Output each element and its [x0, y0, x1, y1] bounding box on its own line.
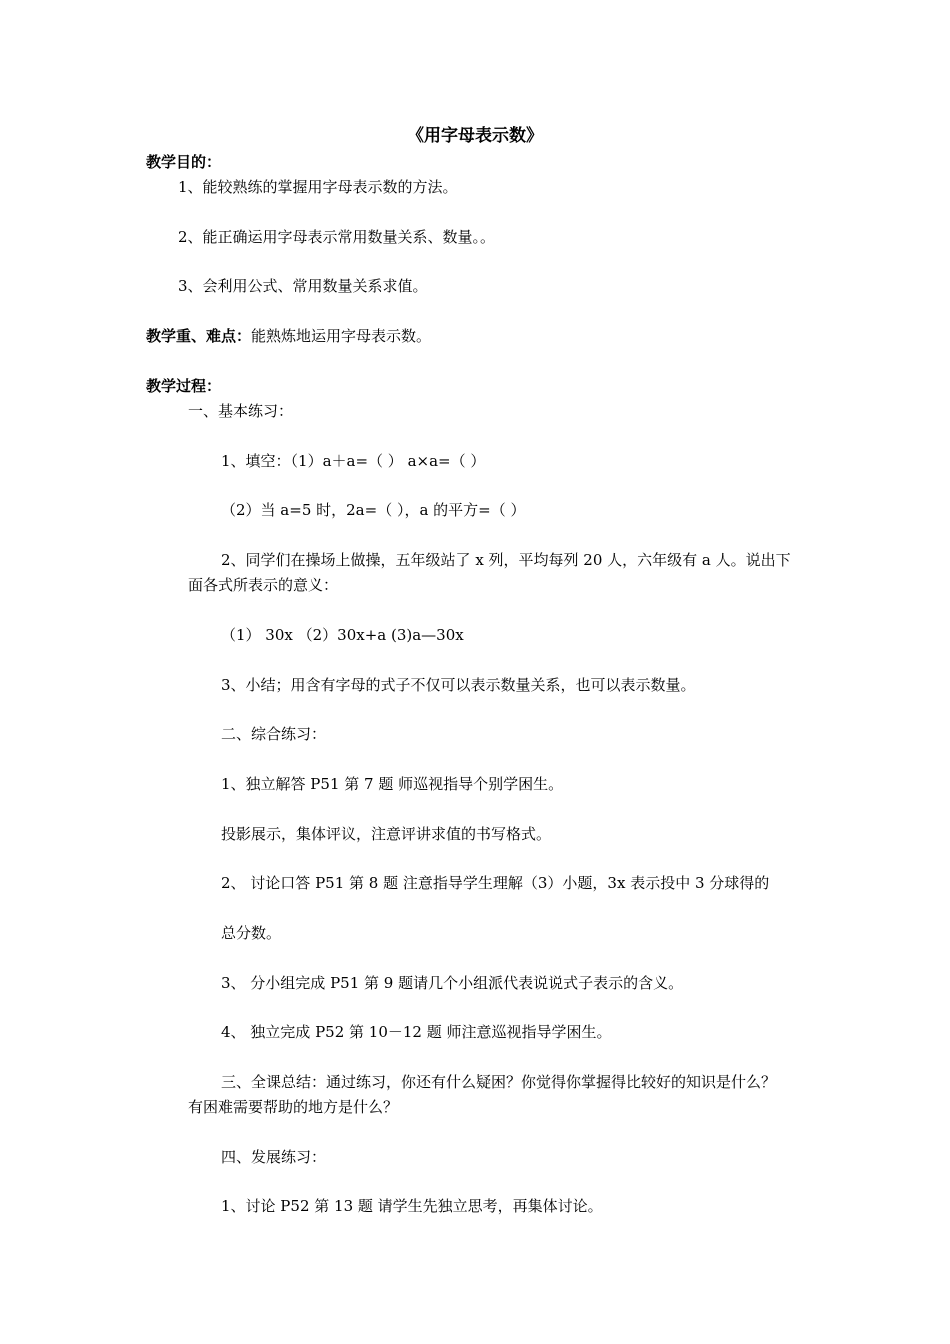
key-points-text: 能熟炼地运用字母表示数。 [251, 327, 432, 345]
exercise-item: （2）当 a=5 时，2a=（ ），a 的平方=（ ） [221, 501, 526, 519]
objective-item: 2、能正确运用字母表示常用数量关系、数量。。 [178, 228, 496, 246]
section-heading: 二、综合练习： [221, 725, 327, 743]
key-points-line [146, 326, 431, 346]
expression-list: （1） 30x （2）30x+a (3)a—30x [221, 626, 464, 644]
section-heading: 一、基本练习： [188, 402, 294, 420]
exercise-item: 3、 分小组完成 P51 第 9 题请几个小组派代表说说式子表示的含义。 [221, 974, 684, 992]
exercise-note: 投影展示，集体评议，注意评讲求值的书写格式。 [221, 825, 552, 843]
exercise-item: 1、填空：（1）a＋a=（ ） a×a=（ ） [221, 452, 486, 470]
objective-item: 3、会利用公式、常用数量关系求值。 [178, 277, 428, 295]
exercise-item: 4、 独立完成 P52 第 10－12 题 师注意巡视指导学困生。 [221, 1023, 612, 1041]
lesson-summary-continued: 有困难需要帮助的地方是什么？ [188, 1098, 399, 1116]
lesson-summary: 三、全课总结：通过练习，你还有什么疑困？你觉得你掌握得比较好的知识是什么？ [221, 1073, 777, 1091]
exercise-item-continued: 总分数。 [221, 924, 282, 942]
exercise-item-continued: 面各式所表示的意义： [188, 576, 339, 594]
exercise-item: 2、 讨论口答 P51 第 8 题 注意指导学生理解（3）小题，3x 表示投中 3 分球得的 [221, 874, 770, 892]
exercise-item: 1、讨论 P52 第 13 题 请学生先独立思考，再集体讨论。 [221, 1197, 603, 1215]
key-points-heading: 教学重、难点： [146, 327, 252, 345]
summary-text: 3、小结；用含有字母的式子不仅可以表示数量关系，也可以表示数量。 [221, 676, 696, 694]
document-title: 《用字母表示数》 [407, 126, 543, 146]
exercise-item: 2、同学们在操场上做操，五年级站了 x 列，平均每列 20 人，六年级有 a 人。说出下 [221, 551, 791, 569]
exercise-item: 1、独立解答 P51 第 7 题 师巡视指导个别学困生。 [221, 775, 564, 793]
objective-item: 1、能较熟练的掌握用字母表示数的方法。 [178, 178, 458, 196]
objectives-heading: 教学目的： [146, 153, 222, 171]
section-heading: 四、发展练习： [221, 1148, 327, 1166]
process-heading: 教学过程： [146, 377, 222, 395]
